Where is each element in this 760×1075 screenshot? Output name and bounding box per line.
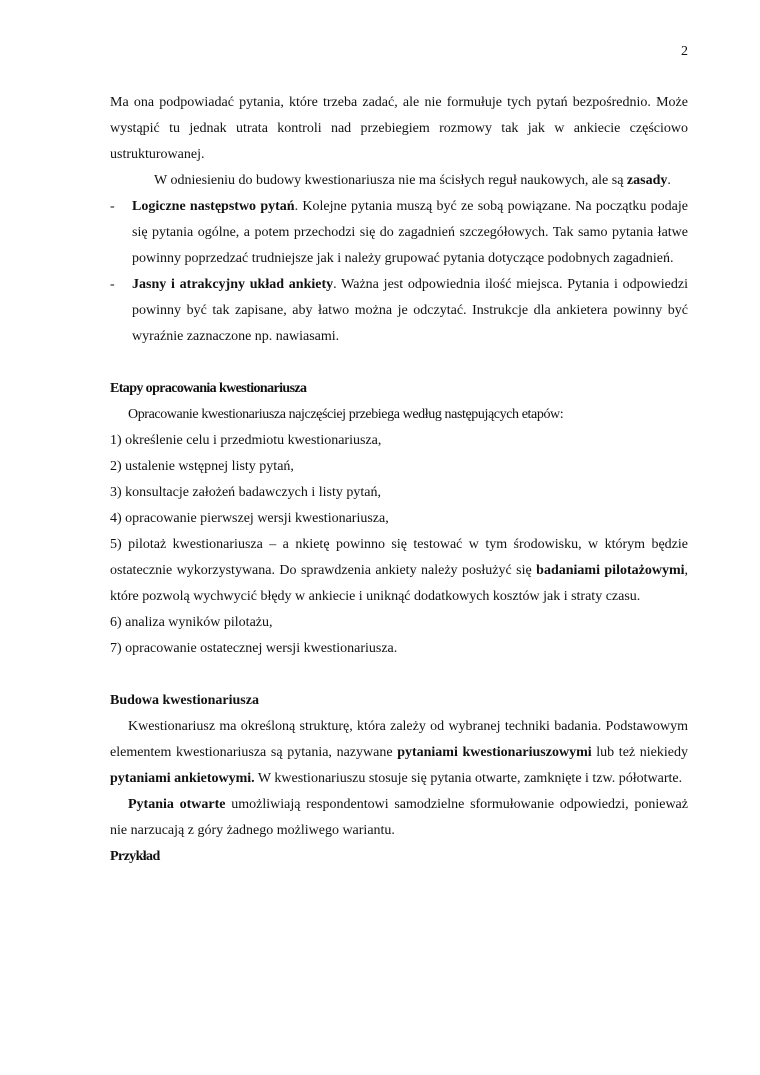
bullet-bold-term: Logiczne następstwo pytań xyxy=(132,199,295,214)
list-item: 6) analiza wyników pilotażu, xyxy=(110,615,273,630)
paragraph-etapy-intro: Opracowanie kwestionariusza najczęściej przebiega według następujących etapów: xyxy=(128,407,564,422)
bold-term-pytania-otwarte: Pytania otwarte xyxy=(128,797,226,812)
bullet-dash: - xyxy=(110,277,115,292)
page-content xyxy=(110,90,688,870)
list-item: 3) konsultacje założeń badawczych i listy pytań, xyxy=(110,485,381,500)
bullet-dash: - xyxy=(110,199,115,214)
paragraph-budowa: Kwestionariusz ma określoną strukturę, która zależy od wybranej techniki badania. Podstawowym elementem kwestionariusza są pytania, nazywane pytaniami kwestionariuszowymi lub też niekiedy pytaniami ankietowymi. W kwestionariuszu stosuje się pytania otwarte, zamknięte i tzw. półotwarte. xyxy=(110,719,688,786)
bold-term-badaniami: badaniami pilotażowymi xyxy=(536,563,685,578)
section-heading-etapy: Etapy opracowania kwestionariusza xyxy=(110,381,307,396)
bold-term-pytaniami-ankietowymi: pytaniami ankietowymi. xyxy=(110,771,255,786)
list-item: 5) pilotaż kwestionariusza – a nkietę powinno się testować w tym środowisku, w którym będzie ostatecznie wykorzystywana. Do sprawdzenia ankiety należy posłużyć się badaniami pilotażowymi, które pozwolą wychwycić błędy w ankiecie i uniknąć dodatkowych kosztów jak i straty czasu. xyxy=(110,537,688,604)
list-item: 7) opracowanie ostatecznej wersji kwestionariusza. xyxy=(110,641,398,656)
bold-term-pytaniami-kwestionariuszowymi: pytaniami kwestionariuszowymi xyxy=(397,745,592,760)
bullet-item: - Logiczne następstwo pytań. Kolejne pytania muszą być ze sobą powiązane. Na początku podaje się pytania ogólne, a potem przechodzi się do zagadnień szczegółowych. Tak samo pytania łatwe powinny poprzedzać trudniejsze jak i należy grupować pytania dotyczące podobnych zagadnień. xyxy=(110,194,688,272)
page-number: 2 xyxy=(681,44,688,59)
list-item: 4) opracowanie pierwszej wersji kwestionariusza, xyxy=(110,511,389,526)
example-label: Przykład xyxy=(110,849,160,864)
list-item: 1) określenie celu i przedmiotu kwestionariusza, xyxy=(110,433,382,448)
bullet-bold-term: Jasny i atrakcyjny układ ankiety xyxy=(132,277,334,292)
section-heading-budowa: Budowa kwestionariusza xyxy=(110,693,259,708)
paragraph-pytania-otwarte: Pytania otwarte umożliwiają respondentowi samodzielne sformułowanie odpowiedzi, ponieważ nie narzucają z góry żadnego możliwego wariantu. xyxy=(110,797,688,838)
list-item: 2) ustalenie wstępnej listy pytań, xyxy=(110,459,294,474)
bold-term-zasady: zasady xyxy=(626,173,668,188)
paragraph-rules: W odniesieniu do budowy kwestionariusza nie ma ścisłych reguł naukowych, ale są zasady. xyxy=(154,173,671,188)
bullet-item: - Jasny i atrakcyjny układ ankiety. Ważna jest odpowiednia ilość miejsca. Pytania i odpowiedzi powinny być tak zapisane, aby łatwo można je odczytać. Instrukcje dla ankietera powinny być wyraźnie zaznaczone np. nawiasami. xyxy=(110,272,688,350)
paragraph-intro: Ma ona podpowiadać pytania, które trzeba zadać, ale nie formułuje tych pytań bezpośrednio. Może wystąpić tu jednak utrata kontroli nad przebiegiem rozmowy tak jak w ankiecie częściowo ustrukturowanej. xyxy=(110,95,688,162)
